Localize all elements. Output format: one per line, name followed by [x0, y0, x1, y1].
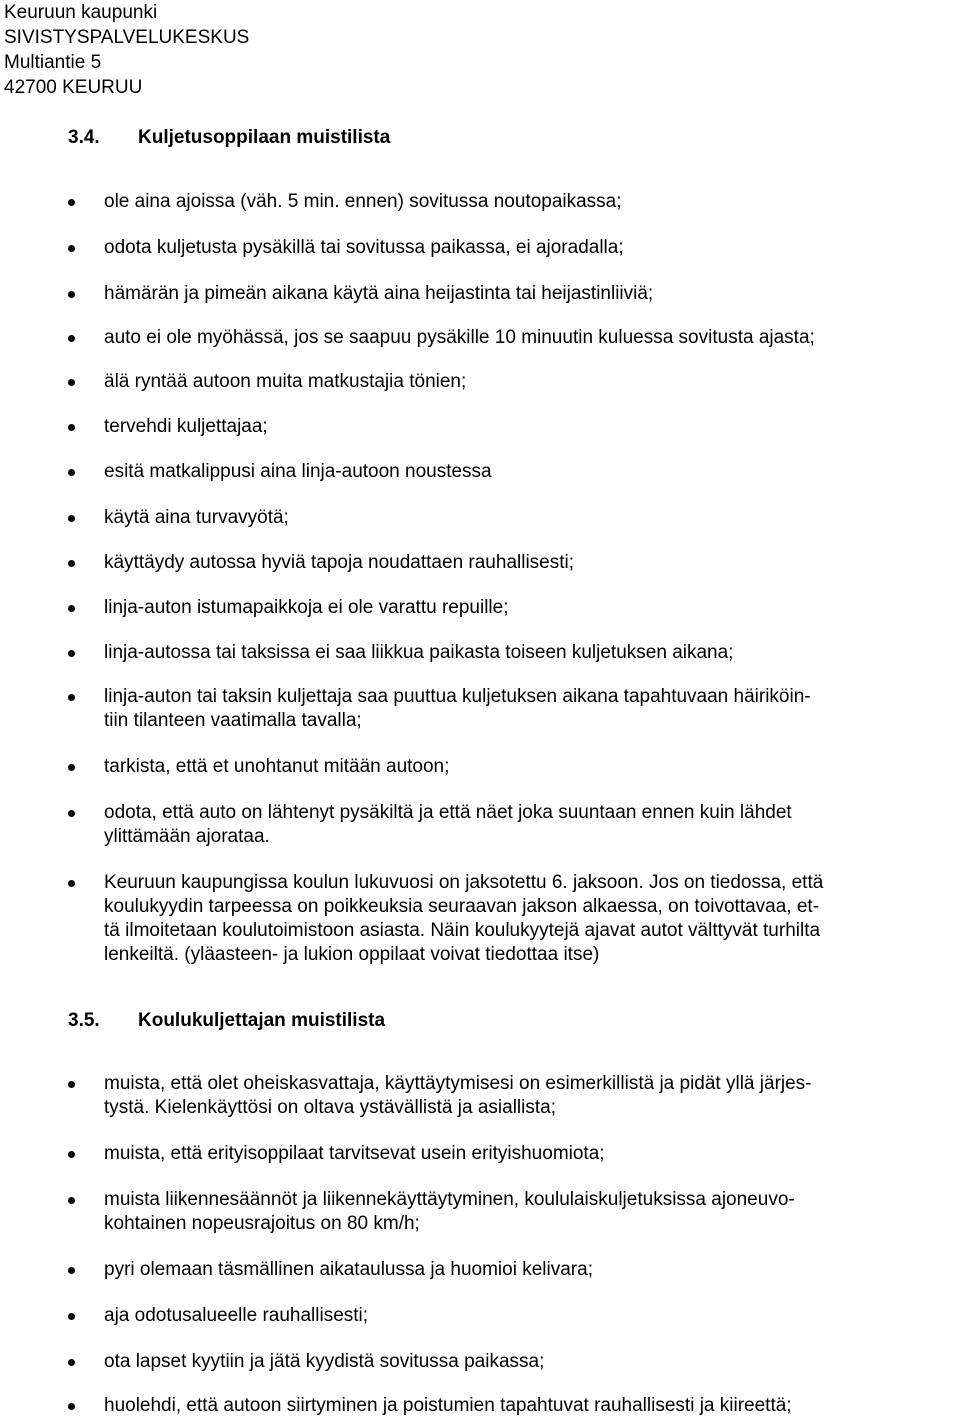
bullet-icon [68, 880, 75, 887]
section-number: 3.5. [68, 1010, 100, 1031]
list-item: muista, että erityisoppilaat tarvitsevat usein erityishuomiota; [104, 1143, 605, 1164]
list-item: ole aina ajoissa (väh. 5 min. ennen) sovitussa noutopaikassa; [104, 191, 622, 212]
list-item: tarkista, että et unohtanut mitään autoon; [104, 756, 450, 777]
header-organization: Keuruun kaupunki [4, 2, 158, 23]
header-street: Multiantie 5 [4, 52, 102, 73]
bullet-icon [68, 199, 75, 206]
list-item: muista, että olet oheiskasvattaja, käyttäytymisesi on esimerkillistä ja pidät yllä järjes- tystä. Kielenkäyttösi on oltava ystävällistä ja asiallista; [104, 1073, 812, 1118]
list-item: auto ei ole myöhässä, jos se saapuu pysäkille 10 minuutin kuluessa sovitusta ajasta; [104, 327, 815, 348]
section-title: Kuljetusoppilaan muistilista [138, 127, 391, 148]
list-item: älä ryntää autoon muita matkustajia tönien; [104, 371, 467, 392]
list-item: huolehdi, että autoon siirtyminen ja poistumien tapahtuvat rauhallisesti ja kiireettä; [104, 1395, 792, 1416]
bullet-icon [68, 810, 75, 817]
bullet-icon [68, 379, 75, 386]
bullet-icon [68, 1403, 75, 1410]
list-item: esitä matkalippusi aina linja-autoon noustessa [104, 461, 492, 482]
bullet-icon [68, 650, 75, 657]
list-item: ota lapset kyytiin ja jätä kyydistä sovitussa paikassa; [104, 1351, 545, 1372]
bullet-icon [68, 1313, 75, 1320]
bullet-icon [68, 764, 75, 771]
list-item: aja odotusalueelle rauhallisesti; [104, 1305, 369, 1326]
list-item: muista liikennesäännöt ja liikennekäyttäytyminen, koululaiskuljetuksissa ajoneuvo- kohtainen nopeusrajoitus on 80 km/h; [104, 1189, 795, 1234]
list-item: odota kuljetusta pysäkillä tai sovitussa paikassa, ei ajoradalla; [104, 237, 624, 258]
header-postal: 42700 KEURUU [4, 77, 143, 98]
list-item: hämärän ja pimeän aikana käytä aina heijastinta tai heijastinliiviä; [104, 283, 654, 304]
bullet-icon [68, 694, 75, 701]
bullet-icon [68, 1197, 75, 1204]
bullet-icon [68, 560, 75, 567]
list-item: tervehdi kuljettajaa; [104, 416, 268, 437]
list-item: käytä aina turvavyötä; [104, 507, 289, 528]
bullet-icon [68, 1267, 75, 1274]
list-item: linja-auton tai taksin kuljettaja saa puuttua kuljetuksen aikana tapahtuvaan häiriköin- tiin tilanteen vaatimalla tavalla; [104, 686, 811, 731]
bullet-icon [68, 245, 75, 252]
bullet-icon [68, 469, 75, 476]
list-item: odota, että auto on lähtenyt pysäkiltä ja että näet joka suuntaan ennen kuin lähdet ylittämään ajorataa. [104, 802, 792, 847]
list-item: Keuruun kaupungissa koulun lukuvuosi on jaksotettu 6. jaksoon. Jos on tiedossa, että koulukyydin tarpeessa on poikkeuksia seuraavan jakson alkaessa, on toivottavaa, et- tä ilmoitetaan koulutoimistoon asiasta. Näin koulukyytejä ajavat autot välttyvät turhilta lenkeiltä. (yläasteen- ja lukion oppilaat voivat tiedottaa itse) [104, 872, 824, 965]
list-item: pyri olemaan täsmällinen aikataulussa ja huomioi kelivara; [104, 1259, 593, 1280]
section-title: Koulukuljettajan muistilista [138, 1010, 386, 1031]
list-item: linja-autossa tai taksissa ei saa liikkua paikasta toiseen kuljetuksen aikana; [104, 642, 734, 663]
bullet-icon [68, 1151, 75, 1158]
bullet-icon [68, 1359, 75, 1366]
list-item: linja-auton istumapaikkoja ei ole varattu repuille; [104, 597, 509, 618]
bullet-icon [68, 1081, 75, 1088]
bullet-icon [68, 291, 75, 298]
bullet-icon [68, 605, 75, 612]
bullet-icon [68, 515, 75, 522]
header-department: SIVISTYSPALVELUKESKUS [4, 27, 250, 48]
list-item: käyttäydy autossa hyviä tapoja noudattaen rauhallisesti; [104, 552, 575, 573]
bullet-icon [68, 335, 75, 342]
bullet-icon [68, 424, 75, 431]
section-number: 3.4. [68, 127, 100, 148]
